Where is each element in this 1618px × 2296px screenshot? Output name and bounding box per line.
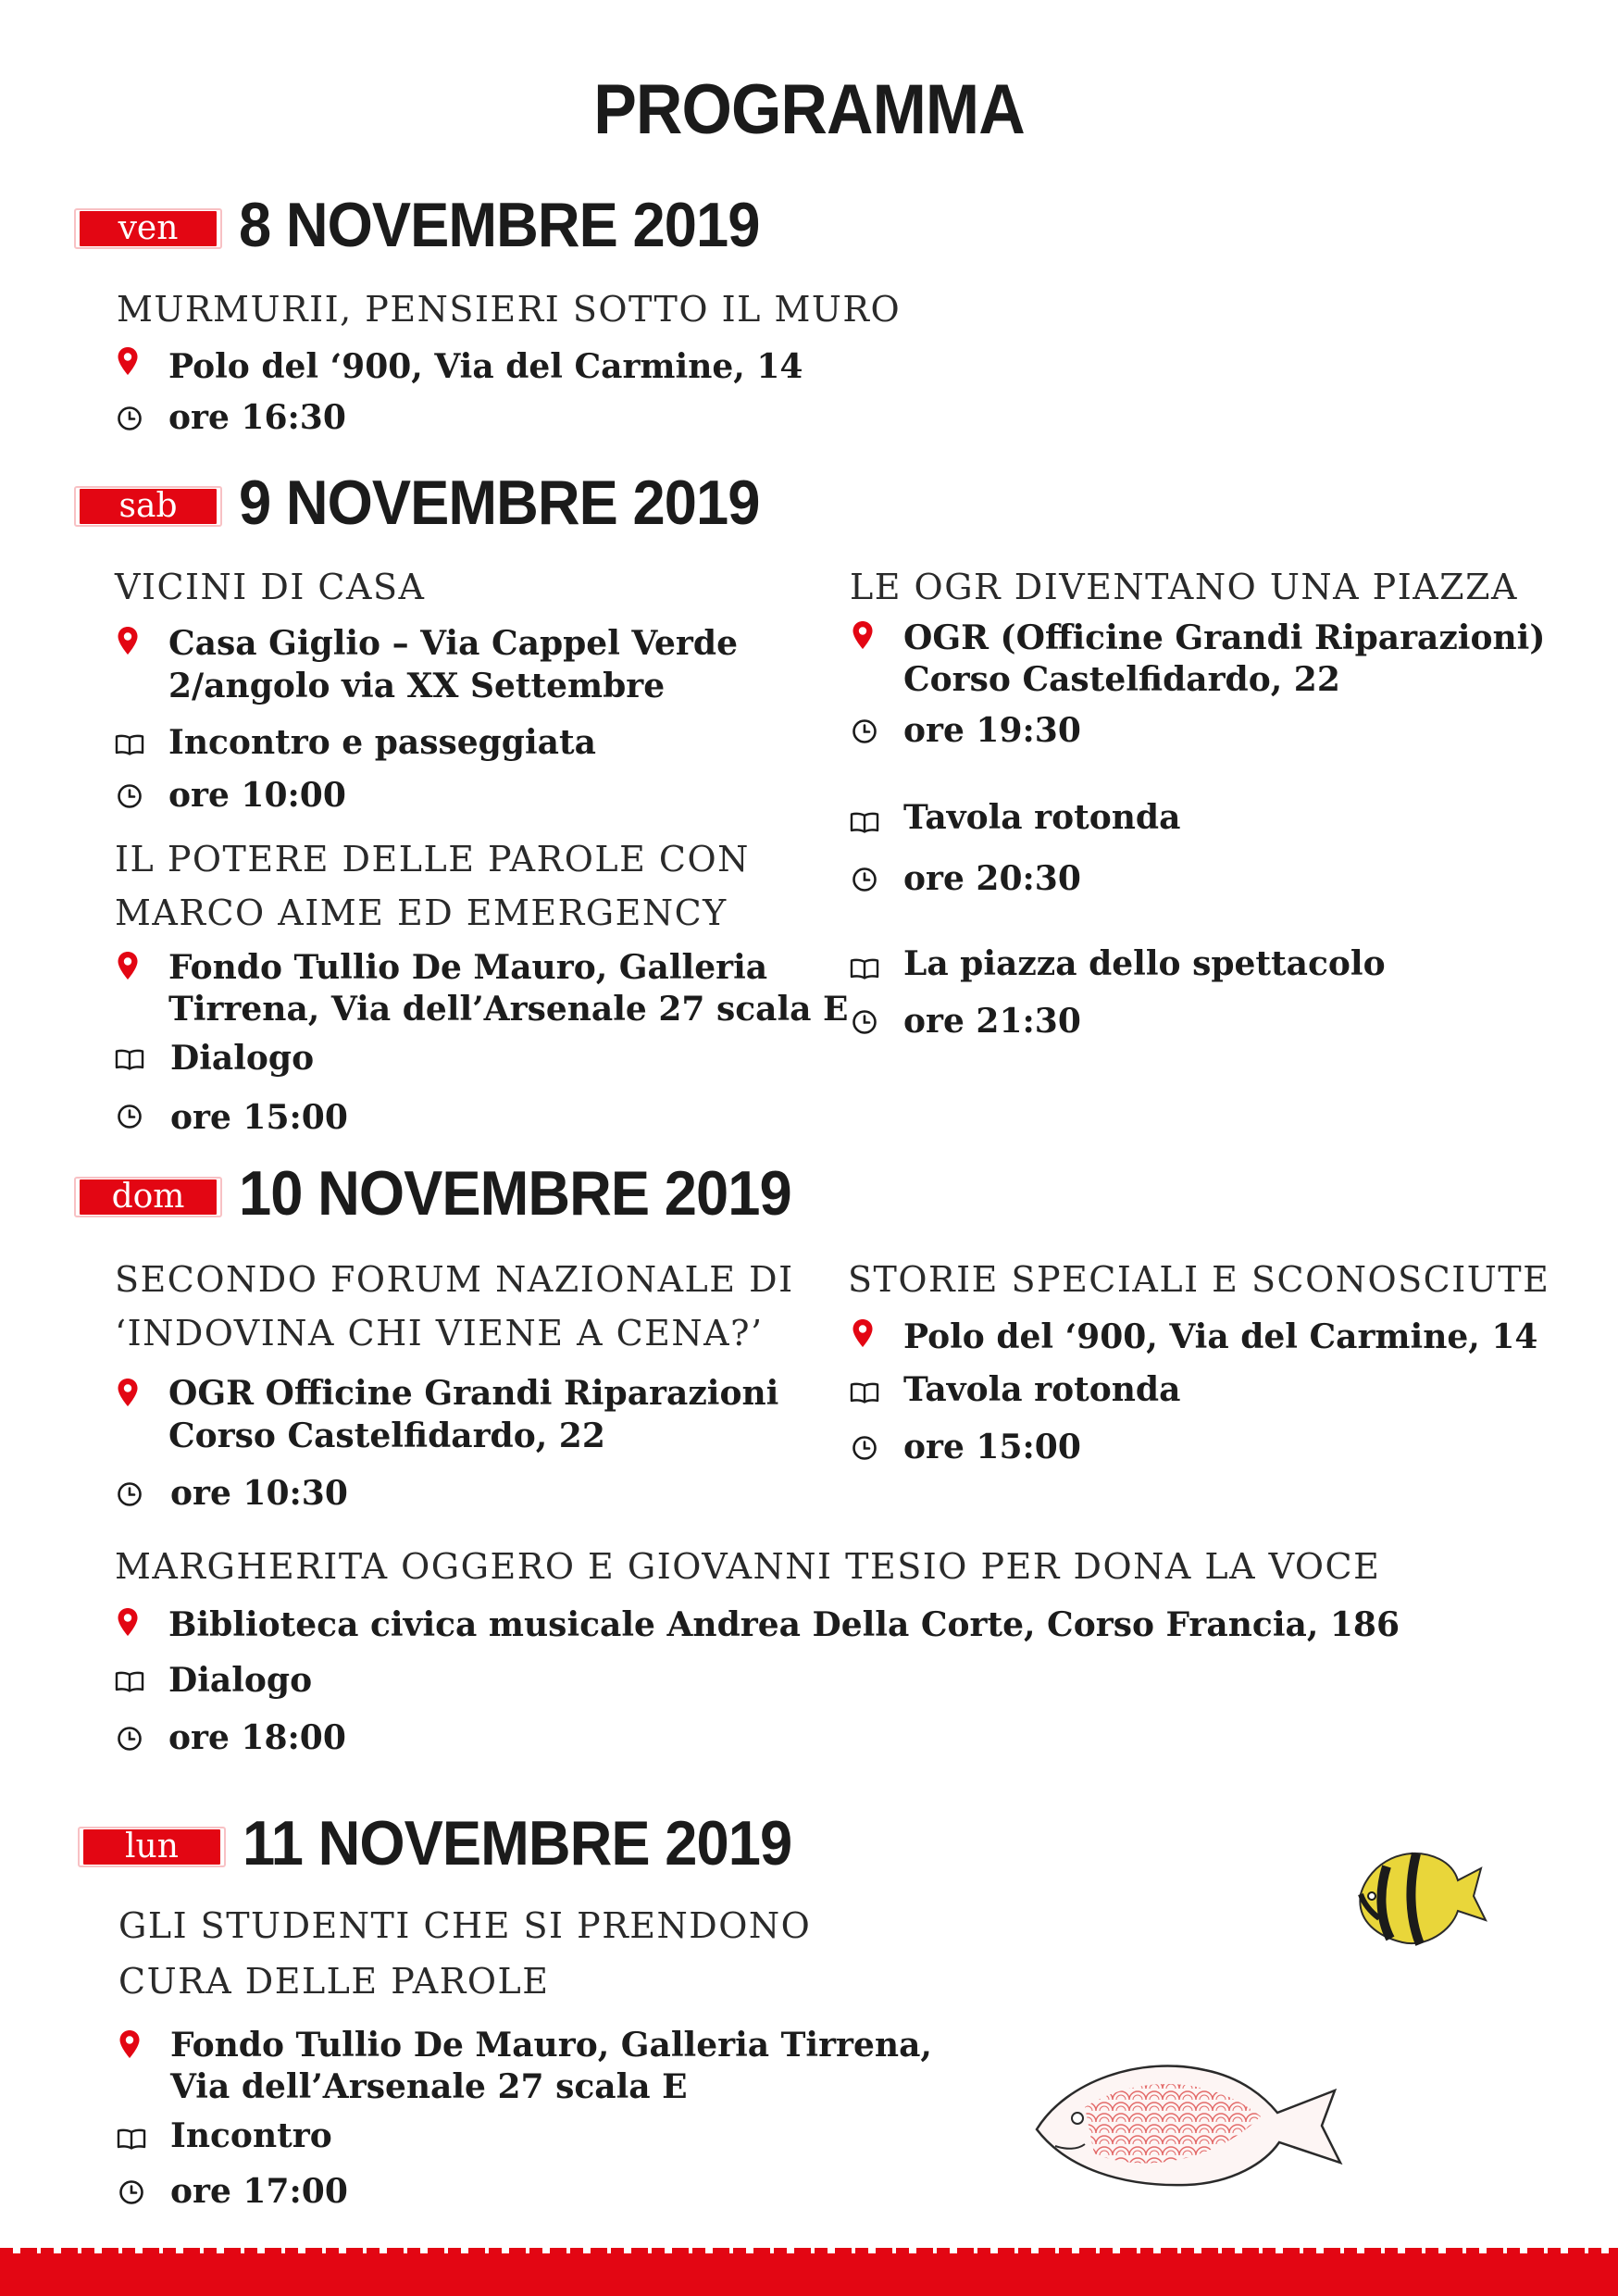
event-place: Polo del ‘900, Via del Carmine, 14 [168, 347, 803, 386]
clock-icon [117, 1726, 143, 1752]
event-time: ore 21:30 [903, 1002, 1081, 1041]
map-pin-icon [852, 620, 874, 650]
book-icon [850, 811, 879, 833]
map-pin-icon [117, 626, 139, 655]
book-icon [115, 1670, 144, 1692]
event-place-line1: OGR (Officine Grandi Riparazioni) [903, 618, 1546, 657]
event-title: LE OGR DIVENTANO UNA PIAZZA [850, 567, 1518, 607]
clock-icon [117, 783, 143, 809]
event-title: MURMURII, PENSIERI SOTTO IL MURO [117, 289, 902, 330]
event-title-line1: IL POTERE DELLE PAROLE CON [115, 839, 750, 880]
bottom-red-band [0, 2253, 1618, 2296]
map-pin-icon [852, 1318, 874, 1348]
event-title-line2: MARCO AIME ED EMERGENCY [115, 892, 728, 933]
event-time: ore 19:30 [903, 711, 1081, 750]
clock-icon [117, 1104, 143, 1129]
book-icon [117, 2128, 146, 2150]
map-pin-icon [117, 951, 139, 980]
event-time: ore 10:00 [168, 776, 346, 815]
book-icon [850, 957, 879, 980]
event-title: STORIE SPECIALI E SCONOSCIUTE [848, 1259, 1550, 1300]
day-date: 9 NOVEMBRE 2019 [239, 468, 760, 538]
event-time: ore 17:00 [170, 2172, 348, 2211]
event-place-line2: Corso Castelfidardo, 22 [168, 1416, 605, 1455]
event-time: ore 18:00 [168, 1718, 346, 1757]
event-place-line1: Fondo Tullio De Mauro, Galleria Tirrena, [170, 2026, 932, 2065]
event-place-line2: Via dell’Arsenale 27 scala E [170, 2067, 688, 2106]
day-date: 10 NOVEMBRE 2019 [239, 1158, 791, 1229]
clock-icon [117, 406, 143, 431]
event-type: La piazza dello spettacolo [903, 944, 1386, 983]
event-place-line1: OGR Officine Grandi Riparazioni [168, 1374, 779, 1413]
clock-icon [852, 1435, 877, 1461]
event-place: Biblioteca civica musicale Andrea Della Corte, Corso Francia, 186 [168, 1605, 1400, 1644]
day-date: 11 NOVEMBRE 2019 [243, 1808, 792, 1878]
book-icon [115, 1048, 144, 1070]
map-pin-icon [117, 1378, 139, 1407]
event-time: ore 20:30 [903, 859, 1081, 898]
clock-icon [852, 718, 877, 744]
map-pin-icon [117, 1607, 139, 1637]
event-place: Polo del ‘900, Via del Carmine, 14 [903, 1317, 1538, 1356]
clock-icon [852, 1009, 877, 1035]
event-time: ore 15:00 [170, 1098, 348, 1137]
event-type: Incontro [170, 2116, 332, 2155]
book-icon [115, 733, 144, 755]
event-time: ore 16:30 [168, 398, 346, 437]
day-tag: lun [83, 1829, 220, 1865]
event-place-line2: 2/angolo via XX Settembre [168, 667, 666, 705]
map-pin-icon [118, 2029, 141, 2059]
clock-icon [117, 1481, 143, 1507]
event-place-line1: Fondo Tullio De Mauro, Galleria [168, 948, 768, 987]
event-type: Tavola rotonda [903, 798, 1181, 837]
event-type: Dialogo [168, 1661, 313, 1700]
event-place-line2: Corso Castelfidardo, 22 [903, 660, 1340, 699]
day-tag: sab [80, 489, 217, 524]
yellow-fish-icon [1351, 1839, 1490, 1968]
event-place-line2: Tirrena, Via dell’Arsenale 27 scala E [168, 990, 849, 1029]
event-time: ore 15:00 [903, 1428, 1081, 1466]
event-title-line2: CURA DELLE PAROLE [118, 1961, 550, 2002]
event-place-line1: Casa Giglio – Via Cappel Verde [168, 624, 738, 663]
event-title-line1: GLI STUDENTI CHE SI PRENDONO [118, 1905, 812, 1946]
event-type: Dialogo [170, 1039, 315, 1078]
event-title: VICINI DI CASA [115, 567, 426, 607]
event-title-line1: SECONDO FORUM NAZIONALE DI [115, 1259, 794, 1300]
book-icon [850, 1381, 879, 1404]
day-date: 8 NOVEMBRE 2019 [239, 190, 760, 260]
event-title-line2: ‘INDOVINA CHI VIENE A CENA?’ [115, 1313, 764, 1354]
clock-icon [852, 867, 877, 892]
event-type: Tavola rotonda [903, 1370, 1181, 1409]
event-time: ore 10:30 [170, 1474, 348, 1513]
event-type: Incontro e passeggiata [168, 723, 596, 762]
page-title: PROGRAMMA [593, 70, 1025, 149]
day-tag: ven [80, 211, 217, 246]
clock-icon [118, 2179, 144, 2205]
pink-fish-icon [1029, 2033, 1353, 2209]
day-tag: dom [80, 1179, 217, 1215]
event-title: MARGHERITA OGGERO E GIOVANNI TESIO PER DONA LA VOCE [115, 1546, 1381, 1587]
map-pin-icon [117, 346, 139, 376]
